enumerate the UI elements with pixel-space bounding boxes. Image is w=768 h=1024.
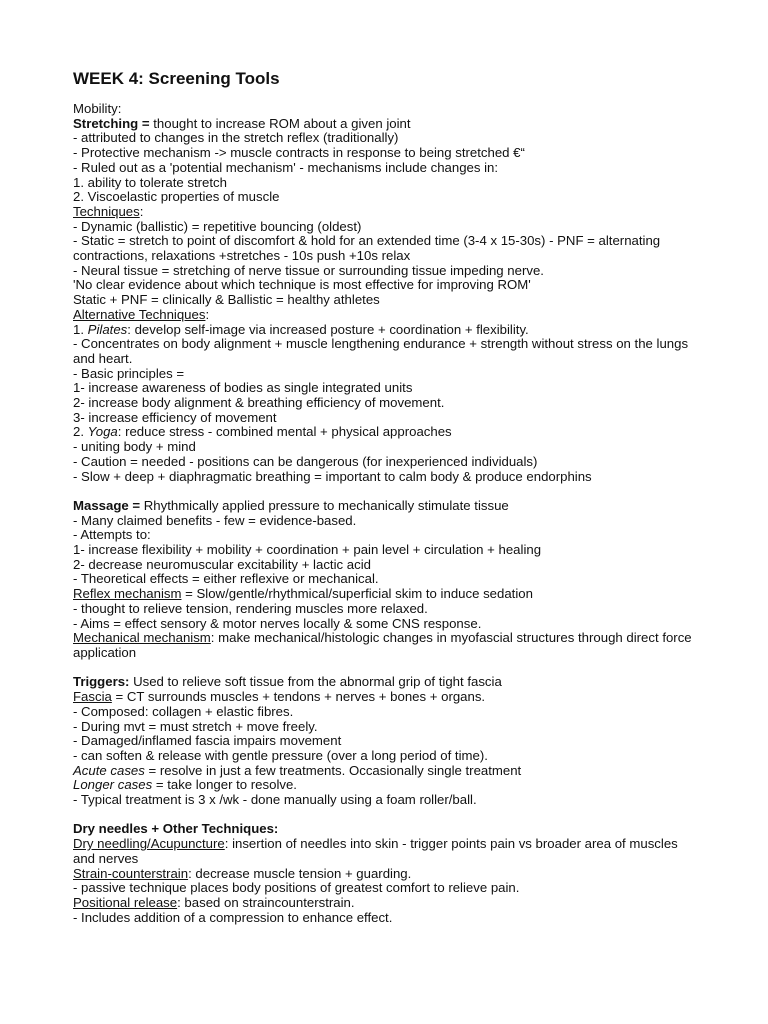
text-line: - Basic principles = (73, 365, 185, 381)
yoga-def: : reduce stress - combined mental + physical approaches (117, 424, 452, 440)
text-line: - Caution = needed - positions can be dangerous (for inexperienced individuals) (73, 453, 538, 469)
mechanical-line (73, 631, 703, 660)
dry-needling-label: Dry needling/Acupuncture (73, 836, 225, 852)
text-line: 1- increase flexibility + mobility + coordination + pain level + circulation + healing (73, 542, 542, 558)
fascia-label: Fascia (73, 689, 112, 705)
text-line: 2. Viscoelastic properties of muscle (73, 189, 280, 205)
yoga-term: Yoga (87, 424, 118, 440)
longer-def: = take longer to resolve. (152, 777, 297, 793)
section-gap (73, 484, 703, 499)
section-gap (73, 661, 703, 676)
pilates-line (73, 323, 703, 338)
stretching-definition (73, 117, 703, 132)
alt-techniques-label: Alternative Techniques (73, 306, 206, 322)
text-line: - Slow + deep + diaphragmatic breathing = important to calm body & produce endorphins (73, 468, 592, 484)
mechanical-def: : make mechanical/histologic changes in myofascial structures through direct force application (73, 630, 692, 660)
dry-needling-def: : insertion of needles into skin - trigger points pain vs broader area of muscles and nerves (73, 836, 678, 866)
text-line: - uniting body + mind (73, 439, 196, 455)
text-line: 2- increase body alignment & breathing efficiency of movement. (73, 395, 445, 411)
text-line: - During mvt = must stretch + move freely. (73, 718, 318, 734)
massage-definition (73, 499, 703, 514)
longer-term: Longer cases (73, 777, 153, 793)
fascia-line (73, 690, 703, 705)
text-line: - attributed to changes in the stretch reflex (traditionally) (73, 130, 399, 146)
techniques-label: Techniques (73, 203, 140, 219)
reflex-line (73, 587, 703, 602)
text-line: 2- decrease neuromuscular excitability + lactic acid (73, 556, 371, 572)
acute-term: Acute cases (73, 762, 145, 778)
text-line: 1- increase awareness of bodies as single integrated units (73, 380, 413, 396)
text-line: - Aims = effect sensory & motor nerves locally & some CNS response. (73, 615, 482, 631)
text-line: - Neural tissue = stretching of nerve tissue or surrounding tissue impeding nerve. (73, 262, 544, 278)
strain-counterstrain-def: : decrease muscle tension + guarding. (188, 865, 412, 881)
triggers-def: Used to relieve soft tissue from the abnormal grip of tight fascia (129, 674, 502, 690)
mobility-heading: Mobility: (73, 101, 122, 116)
text-line: - can soften & release with gentle pressure (over a long period of time). (73, 747, 488, 763)
pilates-term: Pilates (87, 321, 128, 337)
text-line: 3- increase efficiency of movement (73, 409, 277, 425)
strain-counterstrain-line (73, 867, 703, 882)
positional-release-line (73, 896, 703, 911)
triggers-definition (73, 675, 703, 690)
page-title: WEEK 4: Screening Tools (73, 69, 280, 88)
text-line: - thought to relieve tension, rendering muscles more relaxed. (73, 600, 428, 616)
colon: : (139, 203, 144, 219)
alt-techniques-heading (73, 308, 703, 323)
text-line: Static + PNF = clinically & Ballistic = healthy athletes (73, 292, 380, 308)
positional-release-label: Positional release (73, 894, 178, 910)
list-number: 2. (73, 424, 88, 440)
text-line: - passive technique places body positions of greatest comfort to relieve pain. (73, 880, 520, 896)
massage-term: Massage = (73, 497, 141, 513)
text-line: - Protective mechanism -> muscle contracts in response to being stretched €“ (73, 145, 525, 161)
stretching-term: Stretching = (73, 115, 150, 131)
techniques-heading (73, 205, 703, 220)
text-line: - Typical treatment is 3 x /wk - done manually using a foam roller/ball. (73, 792, 477, 808)
document-page (73, 68, 703, 925)
list-number: 1. (73, 321, 88, 337)
stretching-def: thought to increase ROM about a given joint (149, 115, 411, 131)
acute-def: = resolve in just a few treatments. Occasionally single treatment (144, 762, 522, 778)
text-line: 'No clear evidence about which technique is most effective for improving ROM' (73, 277, 531, 293)
dry-needles-heading: Dry needles + Other Techniques: (73, 821, 279, 837)
text-line: - Theoretical effects = either reflexive or mechanical. (73, 571, 379, 587)
longer-line (73, 778, 703, 793)
text-line: - Static = stretch to point of discomfort & hold for an extended time (3-4 x 15-30s) - PNF = alternating contractions, relaxations +stretches - 10s push +10s relax (73, 233, 661, 264)
reflex-label: Reflex mechanism (73, 586, 182, 602)
text-line: - Composed: collagen + elastic fibres. (73, 703, 294, 719)
text-line: - Includes addition of a compression to enhance effect. (73, 909, 393, 925)
dry-needling-line (73, 837, 703, 866)
reflex-def: = Slow/gentle/rhythmical/superficial skim to induce sedation (181, 586, 533, 602)
text-line: - Dynamic (ballistic) = repetitive bouncing (oldest) (73, 218, 362, 234)
acute-line (73, 764, 703, 779)
fascia-def: = CT surrounds muscles + tendons + nerves + bones + organs. (111, 689, 486, 705)
massage-def: Rhythmically applied pressure to mechanically stimulate tissue (140, 497, 509, 513)
text-line: - Concentrates on body alignment + muscle lengthening endurance + strength without stress on the lungs and heart. (73, 336, 689, 366)
text-line: - Ruled out as a 'potential mechanism' - mechanisms include changes in: (73, 159, 499, 175)
positional-release-def: : based on straincounterstrain. (177, 894, 355, 910)
text-line: - Damaged/inflamed fascia impairs movement (73, 733, 342, 749)
colon: : (205, 306, 210, 322)
text-line: 1. ability to tolerate stretch (73, 174, 227, 190)
strain-counterstrain-label: Strain-counterstrain (73, 865, 189, 881)
text-line: - Many claimed benefits - few = evidence-based. (73, 512, 357, 528)
yoga-line (73, 425, 703, 440)
triggers-term: Triggers: (73, 674, 130, 690)
pilates-def: : develop self-image via increased posture + coordination + flexibility. (127, 321, 529, 337)
section-gap (73, 808, 703, 823)
mechanical-label: Mechanical mechanism (73, 630, 211, 646)
text-line: - Attempts to: (73, 527, 151, 543)
